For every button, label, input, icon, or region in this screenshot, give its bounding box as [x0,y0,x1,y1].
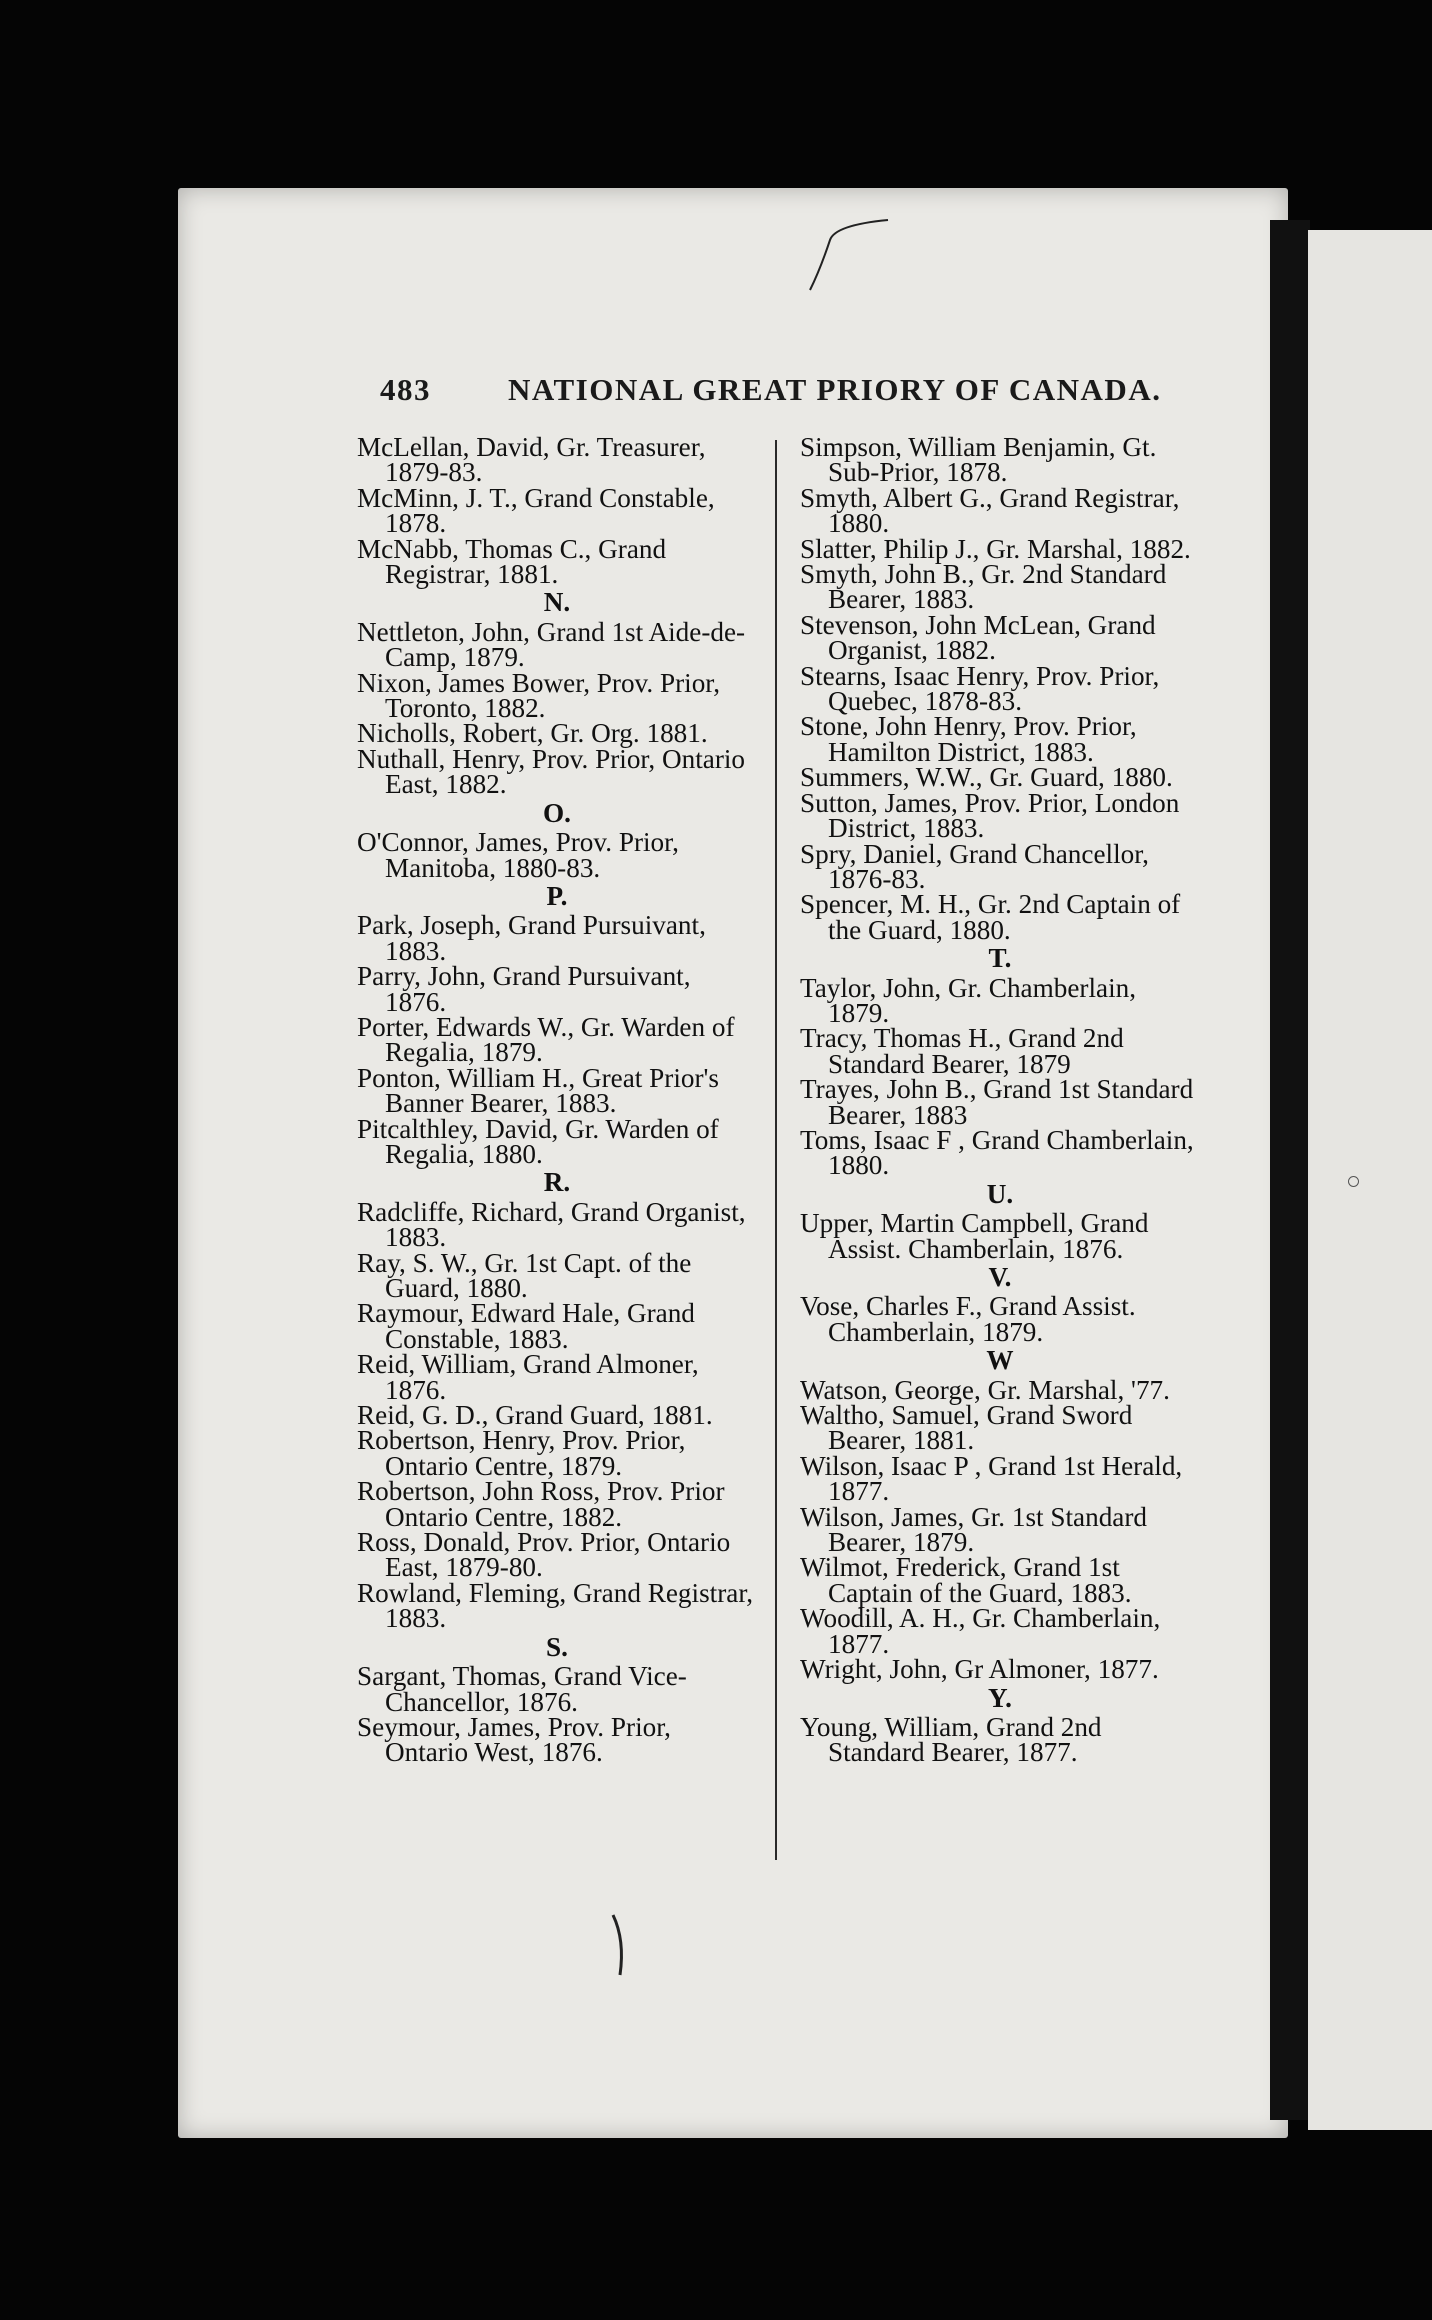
index-entry: Reid, William, Grand Almoner, 1876. [357,1349,699,1405]
left-column [357,432,757,1768]
index-entry: Woodill, A. H., Gr. Chamberlain, 1877. [800,1603,1161,1659]
index-entry: Raymour, Edward Hale, Grand Constable, 1883. [357,1298,695,1354]
pencil-mark-bottom [605,1910,635,1980]
index-entry: Nicholls, Robert, Gr. Org. 1881. [357,718,708,749]
section-letter: U. [986,1178,1014,1209]
index-entry: Nuthall, Henry, Prov. Prior, Ontario East, 1882. [357,743,746,800]
index-entry: Porter, Edwards W., Gr. Warden of Regalia, 1879. [357,1011,735,1068]
index-entry: Upper, Martin Campbell, Grand Assist. Chamberlain, 1876. [800,1208,1149,1264]
index-entry: Pitcalthley, David, Gr. Warden of Regalia, 1880. [357,1113,719,1169]
index-entry: McNabb, Thomas C., Grand Registrar, 1881. [357,533,667,590]
index-entry: Sutton, James, Prov. Prior, London District, 1883. [800,787,1180,844]
index-entry: Vose, Charles F., Grand Assist. Chamberlain, 1879. [800,1291,1136,1347]
index-entry: Parry, John, Grand Pursuivant, 1876. [357,961,691,1017]
section-letter: O. [543,797,571,828]
index-entry: Simpson, William Benjamin, Gt. Sub-Prior, 1878. [800,432,1157,488]
index-entry: Wright, John, Gr Almoner, 1877. [800,1654,1159,1685]
index-entry: Nixon, James Bower, Prov. Prior, Toronto, 1882. [357,667,721,724]
section-letter: W [986,1345,1014,1376]
index-entry: Waltho, Samuel, Grand Sword Bearer, 1881. [800,1400,1133,1456]
index-entry: Ray, S. W., Gr. 1st Capt. of the Guard, 1880. [357,1247,692,1303]
section-letter: V. [988,1262,1012,1292]
column-divider [775,440,777,1860]
section-letter: T. [988,943,1012,974]
section-letter: R. [543,1167,571,1198]
index-entry: Rowland, Fleming, Grand Registrar, 1883. [357,1577,754,1634]
index-entry: Sargant, Thomas, Grand Vice-Chancellor, 1876. [357,1661,687,1717]
page-title: NATIONAL GREAT PRIORY OF CANADA. [508,372,1162,407]
index-entry: Ross, Donald, Prov. Prior, Ontario East, 1879-80. [357,1527,731,1583]
index-entry: Young, William, Grand 2nd Standard Bearer, 1877. [800,1711,1102,1768]
index-entry: O'Connor, James, Prov. Prior, Manitoba, 1880-83. [357,827,679,883]
running-head [380,372,1180,408]
index-entry: McLellan, David, Gr. Treasurer, 1879-83. [357,432,706,488]
index-entry: Robertson, John Ross, Prov. Prior Ontario Centre, 1882. [357,1476,725,1532]
index-entry: Wilson, Isaac P , Grand 1st Herald, 1877. [800,1450,1183,1507]
index-entry: Smyth, John B., Gr. 2nd Standard Bearer, 1883. [800,559,1167,615]
index-entry: Ponton, William H., Great Prior's Banner Bearer, 1883. [357,1062,719,1119]
index-entry: Taylor, John, Gr. Chamberlain, 1879. [800,972,1137,1028]
index-entry: Robertson, Henry, Prov. Prior, Ontario Centre, 1879. [357,1425,686,1481]
section-letter: S. [546,1631,568,1662]
index-entry: Trayes, John B., Grand 1st Standard Bearer, 1883 [800,1074,1194,1130]
section-letter: N. [543,587,571,618]
margin-dot [1348,1176,1359,1187]
page-number: 483 [380,372,431,407]
pencil-mark-top [800,210,900,300]
index-entry: Stearns, Isaac Henry, Prov. Prior, Quebec, 1878-83. [800,660,1160,717]
index-entry: Stevenson, John McLean, Grand Organist, 1882. [800,609,1156,666]
index-entry: Park, Joseph, Grand Pursuivant, 1883. [357,910,706,966]
adjacent-page-edge [1308,230,1432,2130]
index-entry: Tracy, Thomas H., Grand 2nd Standard Bearer, 1879 [800,1023,1124,1079]
index-entry: Smyth, Albert G., Grand Registrar, 1880. [800,482,1180,539]
index-entry: Slatter, Philip J., Gr. Marshal, 1882. [800,533,1191,564]
index-entry: Spencer, M. H., Gr. 2nd Captain of the Guard, 1880. [800,889,1181,945]
index-entry: Seymour, James, Prov. Prior, Ontario West, 1876. [357,1711,671,1768]
index-entry: Wilmot, Frederick, Grand 1st Captain of the Guard, 1883. [800,1552,1132,1608]
right-column [800,432,1200,1768]
section-letter: P. [546,880,568,911]
index-entry: Stone, John Henry, Prov. Prior, Hamilton District, 1883. [800,711,1137,767]
index-entry: Spry, Daniel, Grand Chancellor, 1876-83. [800,838,1149,894]
page-gutter-shadow [1270,220,1310,2120]
index-entry: Nettleton, John, Grand 1st Aide-de-Camp, 1879. [357,616,746,673]
index-entry: McMinn, J. T., Grand Constable, 1878. [357,482,715,539]
index-entry: Summers, W.W., Gr. Guard, 1880. [800,762,1173,793]
index-entry: Radcliffe, Richard, Grand Organist, 1883. [357,1196,746,1253]
index-entry: Toms, Isaac F , Grand Chamberlain, 1880. [800,1124,1194,1181]
index-entry: Watson, George, Gr. Marshal, '77. [800,1374,1170,1405]
index-entry: Wilson, James, Gr. 1st Standard Bearer, 1879. [800,1501,1148,1558]
section-letter: Y. [988,1682,1012,1713]
index-entry: Reid, G. D., Grand Guard, 1881. [357,1400,713,1431]
